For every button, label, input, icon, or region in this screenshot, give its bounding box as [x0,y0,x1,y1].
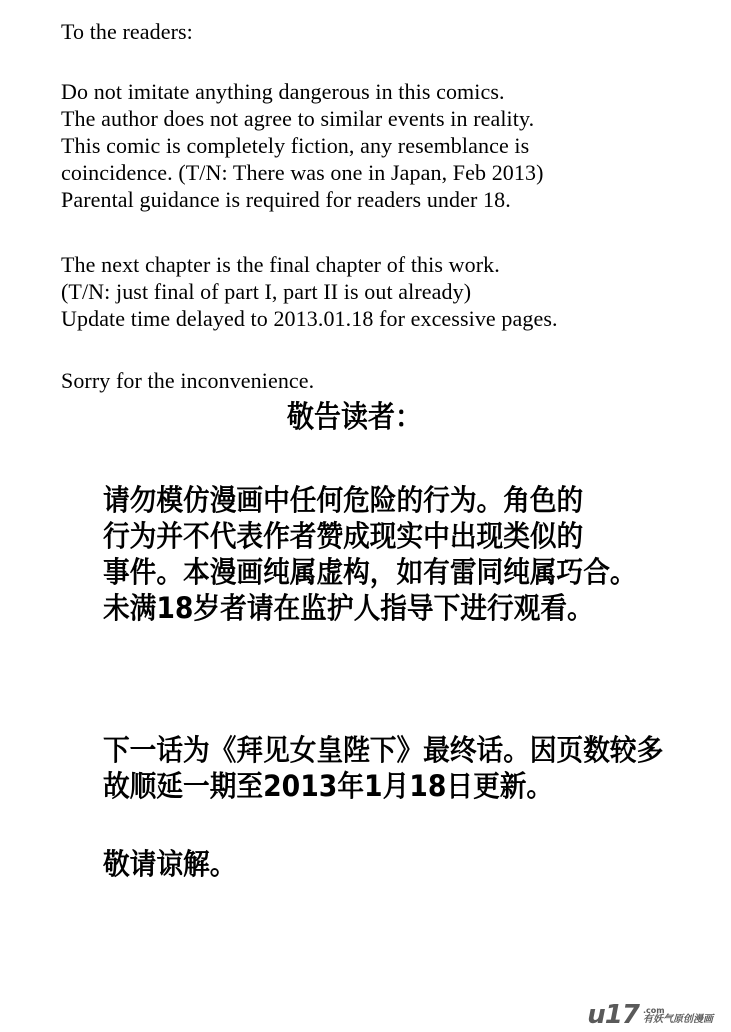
english-p1-line: Do not imitate anything dangerous in this comics. [61,79,505,104]
u17-logo-side [643,1007,713,1028]
chinese-p1-line: 事件。本漫画纯属虚构，如有雷同纯属巧合。 [103,555,637,589]
u17-watermark-logo [587,1002,713,1028]
u17-logo-mark: u17 [587,1000,639,1030]
chinese-paragraph-2 [103,732,663,804]
english-p1-line: The author does not agree to similar events in reality. [61,106,535,131]
english-p2-line: (T/N: just final of part I, part II is out already) [61,279,472,304]
chinese-p1-line: 请勿模仿漫画中任何危险的行为。角色的 [103,483,584,517]
english-p2-line: Update time delayed to 2013.01.18 for excessive pages. [61,306,558,331]
english-p1-line: coincidence. (T/N: There was one in Japan, Feb 2013) [61,160,544,185]
english-p1-line: Parental guidance is required for readers under 18. [61,187,511,212]
english-paragraph-1 [61,78,544,213]
u17-logo-domain: .com [643,1006,665,1015]
chinese-heading: 敬告读者： [287,400,422,435]
chinese-closing: 敬请谅解。 [103,847,237,881]
chinese-paragraph-1 [103,482,637,626]
u17-logo-slogan: 有妖气原创漫画 [643,1014,713,1025]
chinese-p2-line: 下一话为《拜见女皇陛下》最终话。因页数较多 [103,733,664,767]
chinese-p1-line: 未满18岁者请在监护人指导下进行观看。 [103,591,594,625]
english-paragraph-2 [61,251,558,332]
english-p1-line: This comic is completely fiction, any resemblance is [61,133,530,158]
english-p2-line: The next chapter is the final chapter of this work. [61,252,500,277]
english-closing: Sorry for the inconvenience. [61,368,315,393]
chinese-p2-line: 故顺延一期至2013年1月18日更新。 [103,769,554,803]
english-heading: To the readers: [61,19,193,44]
chinese-p1-line: 行为并不代表作者赞成现实中出现类似的 [103,519,584,553]
